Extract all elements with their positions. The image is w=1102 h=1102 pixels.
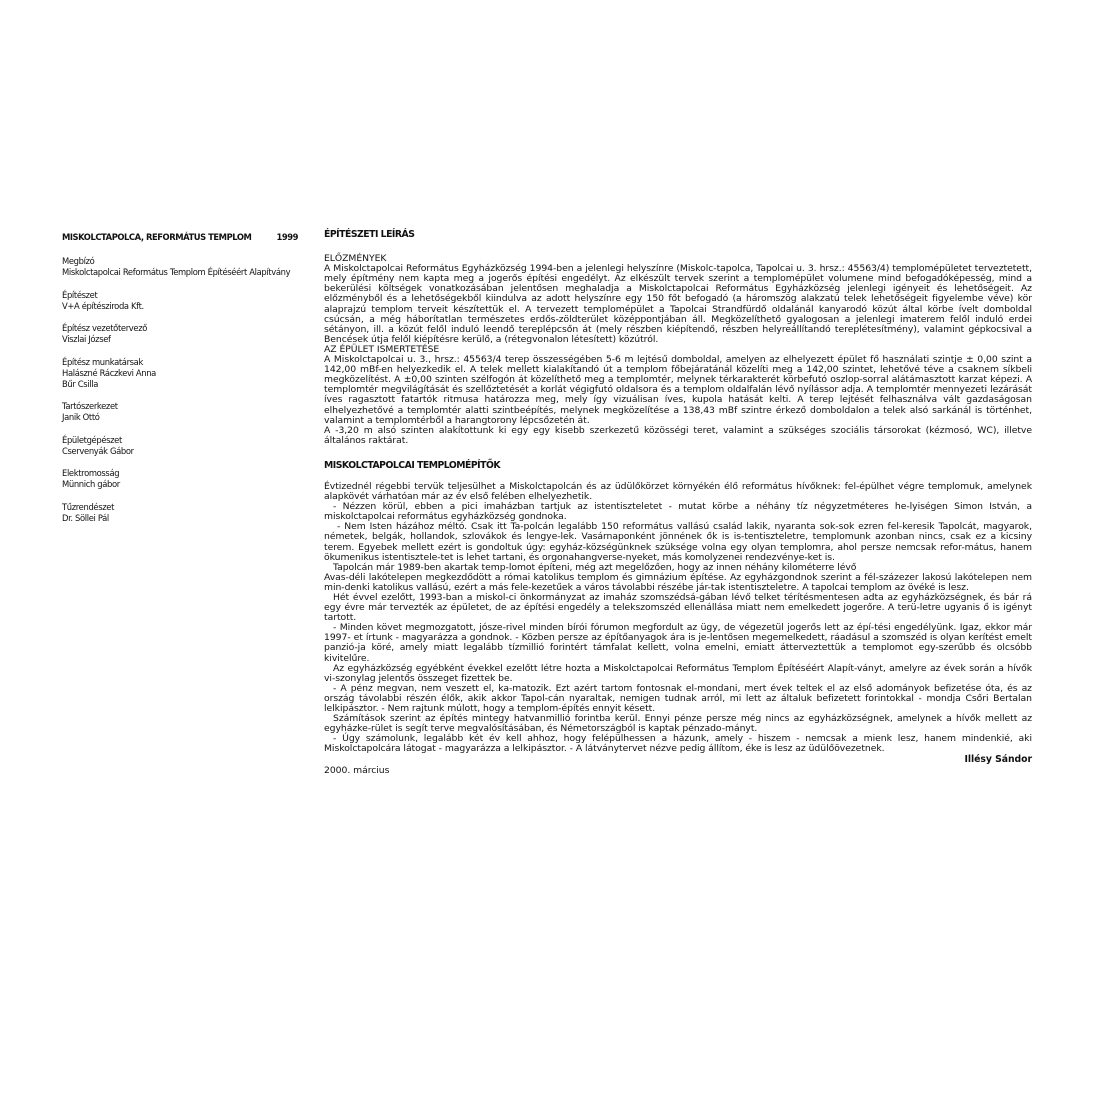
paragraph-lower-level: A -3,20 m alsó szinten alakítottunk ki egy egy kisebb szerkezetű közösségi teret, valamint a szükséges szociális társorokat (kézmosó, WC), illetve általános raktárat. xyxy=(324,424,1032,446)
article-paragraph: - Nézzen körül, ebben a pici imaházban tartjuk az istentiszteletet - mutat körbe a néhány tíz négyzetméteres he-lyiségen Simon István, a miskolctapolcai református egyházközség gondnoka. xyxy=(324,501,1032,523)
article-paragraph: - A pénz megvan, nem veszett el, ka-matozik. Ezt azért tartom fontosnak el-mondani, mert évek teltek el az első adományok befizetése óta, és az ország távolabbi részén élők, akik akkor Tapol-cán nyaraltak, nemigen tudnak arról, mi lett az általuk befizetett forintokkal - mondja Csőri Bertalan lelkipásztor. - Nem rajtunk múlott, hogy a templom-építés ennyit késett. xyxy=(324,682,1032,715)
credit-name: Halászné Ráczkevi Anna xyxy=(62,367,156,378)
credits-list xyxy=(62,256,298,524)
article-paragraph: Az egyházközség egyébként évekkel ezelőtt létre hozta a Miskolctapolcai Református Templom Építéséért Alapít-ványt, amelyre az évek során a hívők vi-szonylag jelentős összeget fizettek be. xyxy=(324,662,1032,684)
credit-entry xyxy=(62,502,298,524)
paragraph-background: A Miskolctapolcai Református Egyházközség 1994-ben a jelenlegi helyszínre (Miskolc-tapolca, Tapolcai u. 3. hrsz.: 45563/4) templomépületet terveztetett, mely építmény nem kapta meg a jogerős építési engedélyt. Az elkészült tervek szerint a templomépület volumene mind befogadóképesség, mind a bekerülési költségek vonatkozásában jelentősen meghaladja a Miskolctapolcai Református Egyházközség jelenlegi igényeit és lehetőségeit. Az előzményből és a lehetőségekből kiindulva az adott helyszínre egy 150 főt befogadó (a háromszög alakzatú telek lehetőségeit figyelembe véve) kör alaprajzú templom terveit készítettük el. A tervezett templomépület a Tapolcai Strandfürdő oldalánál kanyarodó közút által körbe ívelt domboldal csúcsán, a még háborítatlan természetes erdős-zöldterület középpontjában áll. Megközelíthető gyalogosan a jelenlegi imaterem felől induló erdei sétányon, ill. a közút felől induló leendő tereplépcsőn át (mely részben kiépítendő, részben helyreállítandó tereplétesítmény), valamint gépkocsival a Bencések útja felől kiépítésre kerülő, a (rétegvonalon létesített) közútról. xyxy=(324,263,1032,345)
credit-entry xyxy=(62,435,298,457)
article-paragraph: - Minden követ megmozgatott, jósze-rivel minden bírói fórumon megfordult az ügy, de végezetül jogerős lett az épí-tési engedélyünk. Igaz, ekkor már 1997- et írtunk - magyarázza a gondnok. - Közben persze az építőanyagok ára is je-lentősen megemelkedett, ráadásul a szomszéd is olyan kerítést emelt panzió-ja köré, amely miatt legalább tízmillió forintért támfalat kellett, volna emelni, emiatt átterveztettük a templomot egy-szerűbb és olcsóbb kivitelűre. xyxy=(324,622,1032,664)
article-paragraph: - Nem Isten házához méltó. Csak itt Ta-polcán legalább 150 református vallású család lakik, nyaranta sok-sok ezren fel-keresik Tapolcát, magyarok, németek, belgák, hollandok, szlovákok és lengye-lek. Vasárnaponként jönnének ők is is-tentiszteletre, templomunk azonban nincs, csak ez a kicsiny terem. Egyebek mellett ezért is gondoltuk úgy: egyház-községünknek szüksége volna egy olyan templomra, ahol persze nemcsak refor-mátus, hanem ökumenikus istentisztele-tet is lehet tartani, és orgonahangverse-nyeket, más komolyzenei rendezvénye-ket is. xyxy=(324,521,1032,563)
credit-name: Dr. Söllei Pál xyxy=(62,512,109,523)
article-paragraph: Avas-déli lakótelepen megkezdődött a római katolikus templom és gimnázium építése. Az egyházgondnok szerint a fél-százezer lakosú lakótelepen nem min-denki katolikus vallású, ezért a más fele-kezetűek a város távolabbi részébe jár-tak istentiszteletre. A tapolcai templom az övéké is lesz. xyxy=(324,571,1032,593)
project-year: 1999 xyxy=(276,232,298,242)
article-paragraph: Tapolcán már 1989-ben akartak temp-lomot építeni, még azt megelőzően, hogy az innen néhány kilométerre lévő xyxy=(333,561,857,573)
project-header xyxy=(62,232,298,243)
credit-entry xyxy=(62,468,298,490)
credit-entry xyxy=(62,290,298,312)
main-text-column xyxy=(324,230,1032,776)
credit-name: Miskolctapolcai Református Templom Építéséért Alapítvány xyxy=(62,267,291,277)
credit-role: Elektromosság xyxy=(62,468,120,478)
credit-role: Építész vezetőtervező xyxy=(62,323,148,333)
project-credits-column xyxy=(62,232,298,535)
credit-entry xyxy=(62,256,298,278)
credit-name: Viszlai József xyxy=(62,334,111,344)
credit-role: Megbízó xyxy=(62,256,95,266)
author-signature: Illésy Sándor xyxy=(964,753,1032,765)
article-paragraph: Évtizednél régebbi tervük teljesülhet a Miskolctapolcán és az üdülőkörzet környékén élő református hívőknek: fel-épülhet végre templomuk, amelynek alapkövét várhatóan már az év első felében elhelyezhetik. xyxy=(324,480,1032,503)
section-title-architecture: ÉPÍTÉSZETI LEÍRÁS xyxy=(324,229,415,240)
credit-role: Épületgépészet xyxy=(62,434,122,445)
credit-name: Cservenyák Gábor xyxy=(62,445,134,456)
credit-role: Építész munkatársak xyxy=(62,356,143,367)
credit-name: Bűr Csilla xyxy=(62,378,98,389)
article-body xyxy=(324,482,1032,755)
subheading-building: AZ ÉPÜLET ISMERTETÉSE xyxy=(324,343,440,355)
paragraph-building: A Miskolctapolcai u. 3., hrsz.: 45563/4 terep összességében 5-6 m lejtésű domboldal, amelyen az elhelyezett épület fő használati szintje ± 0,00 szint a 142,00 mBf-en helyezkedik el. A telek mellett kialakítandó út a templom főbejáratánál közelíti meg a 142,00 szintet, lehetővé téve a csaknem síkbeli megközelítést. A ±0,00 szinten szélfogón át közelíthető meg a templomtér, melynek térkarakterét körbefutó oszlop-sorral alátámasztott karzat képezi. A templomtér megvilágítását és szellőztetését a korlát végigfutó oldalsora és a templom oldalfalán lévő nyílássor adja. A templomtér mennyezeti lezárását íves ragasztott fatartók ritmusa határozza meg, mely így vizuálisan íves, kupola hatását kelti. A terep lejtését felhasználva vált gazdaságosan elhelyezhetővé a templomtér alatti szintbeépítés, melynek megközelítése a 138,43 mBf szintre érkező domboldalon a telek alsó sarkánál is történhet, valamint a templomtérből a harangtorony lépcsőzetén át. xyxy=(324,354,1032,426)
section-title-builders: MISKOLCTAPOLCAI TEMPLOMÉPÍTŐK xyxy=(324,459,501,471)
credit-role: Tartószerkezet xyxy=(62,401,118,411)
credit-entry xyxy=(62,357,298,390)
subheading-background: ELŐZMÉNYEK xyxy=(324,253,387,265)
article-date: 2000. március xyxy=(324,764,390,776)
credit-entry xyxy=(62,323,298,345)
article-paragraph: Hét évvel ezelőtt, 1993-ban a miskol-ci önkormányzat az imaház szomszédsá-gában lévő telket térítésmentesen adta az egyházközségnek, és bár rá egy évre már tervezték az épületet, de az építési engedély a telekszomszéd ellenállása miatt nem emelkedett jogerőre. A terü-letre ugyanis ő is igényt tartott. xyxy=(324,592,1032,624)
credit-role: Építészet xyxy=(62,289,98,300)
credit-name: V+A építésziroda Kft. xyxy=(62,300,144,311)
credit-name: Janik Ottó xyxy=(62,412,100,422)
credit-role: Tűzrendészet xyxy=(62,501,115,512)
project-title: MISKOLCTAPOLCA, REFORMÁTUS TEMPLOM xyxy=(62,232,252,242)
article-paragraph: Számítások szerint az építés mintegy hatvanmillió forintba kerül. Ennyi pénze persze még nincs az egyházközségnek, amelynek a hívők mellett az egyházke-rület is segít terve megvalósításában, és Németországból is kaptak pénzado-mányt. xyxy=(324,713,1032,735)
credit-entry xyxy=(62,401,298,423)
article-paragraph: - Úgy számolunk, legalább két év kell ahhoz, hogy felépülhessen a házunk, amely - hiszem - nemcsak a mienk lesz, hanem mindenkié, aki Miskolctapolcára látogat - magyarázza a lelkipásztor. - A látványtervet nézve pedig állítom, éke is lesz az üdülőövezetnek. xyxy=(324,733,1032,755)
credit-name: Münnich gábor xyxy=(62,479,120,489)
